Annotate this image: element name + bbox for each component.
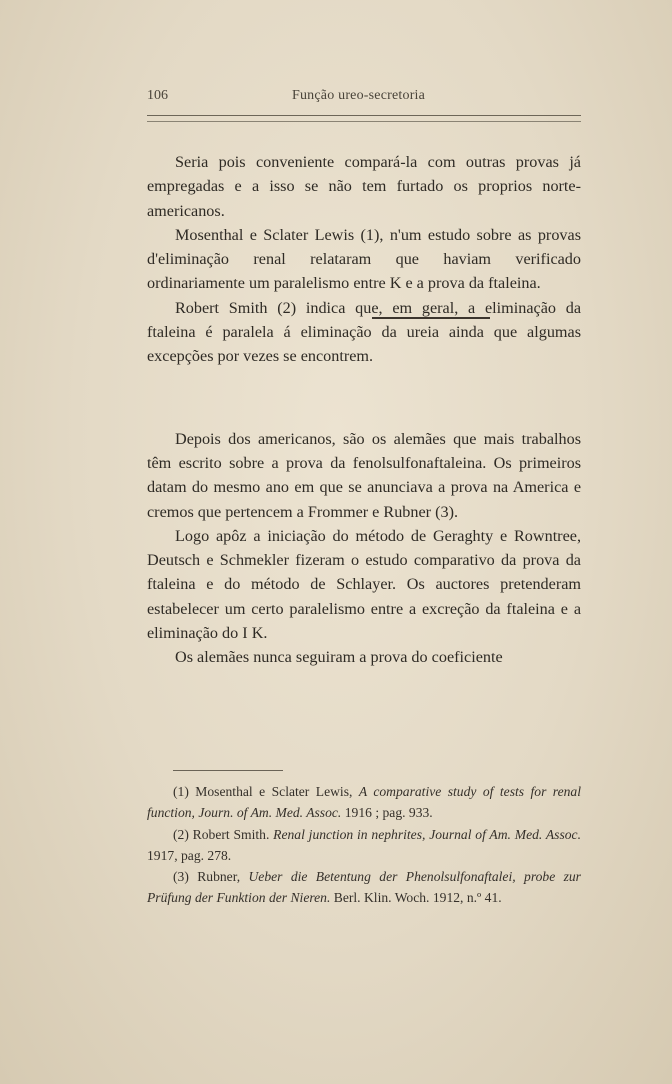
paragraph: Depois dos americanos, são os alemães que mais trabalhos têm escrito sobre a prova da fenolsulfonaftaleina. Os primeiros datam do mesmo ano em que se anunciava a prova na America e cremos que pertencem a Frommer e Rubner (3). xyxy=(147,429,581,521)
page-number: 106 xyxy=(147,88,168,103)
paragraph: Mosenthal e Sclater Lewis (1), n'um estudo sobre as provas d'eliminação renal relataram que haviam verificado ordinariamente um paralelismo entre K e a prova da ftaleina. xyxy=(147,225,581,293)
paragraph: Robert Smith (2) indica que, em geral, a eliminação da ftaleina é paralela á eliminação da ureia ainda que algumas excepções por vezes se encontrem. xyxy=(147,298,581,366)
paragraph: Os alemães nunca seguiram a prova do coeficiente xyxy=(175,648,503,667)
footnote: (1) Mosenthal e Sclater Lewis, A comparative study of tests for renal function, Journ. of Am. Med. Assoc. 1916 ; pag. 933. xyxy=(147,784,581,821)
section-gap xyxy=(147,369,581,427)
page-header xyxy=(147,88,581,110)
paragraph: Seria pois conveniente compará-la com outras provas já empregadas e a isso se não tem furtado os proprios norte-americanos. xyxy=(147,153,581,220)
footnote-rule xyxy=(173,770,283,771)
footnotes xyxy=(147,781,581,909)
header-rule xyxy=(147,115,581,122)
body-text xyxy=(147,150,581,670)
footnote: (2) Robert Smith. Renal junction in nephrites, Journal of Am. Med. Assoc. 1917, pag. 278. xyxy=(147,826,581,863)
handwritten-underline xyxy=(372,317,490,319)
running-title: Função ureo-secretoria xyxy=(292,88,426,103)
footnote: (3) Rubner, Ueber die Betentung der Phenolsulfonaftalei, probe zur Prüfung der Funktion der Nieren. Berl. Klin. Woch. 1912, n.º 41. xyxy=(147,869,581,906)
paragraph: Logo apôz a iniciação do método de Geraghty e Rowntree, Deutsch e Schmekler fizeram o estudo comparativo da prova da ftaleina e do método de Schlayer. Os auctores pretenderam estabelecer um certo paralelismo entre a excreção da ftaleina e a eliminação do I K. xyxy=(147,526,581,643)
